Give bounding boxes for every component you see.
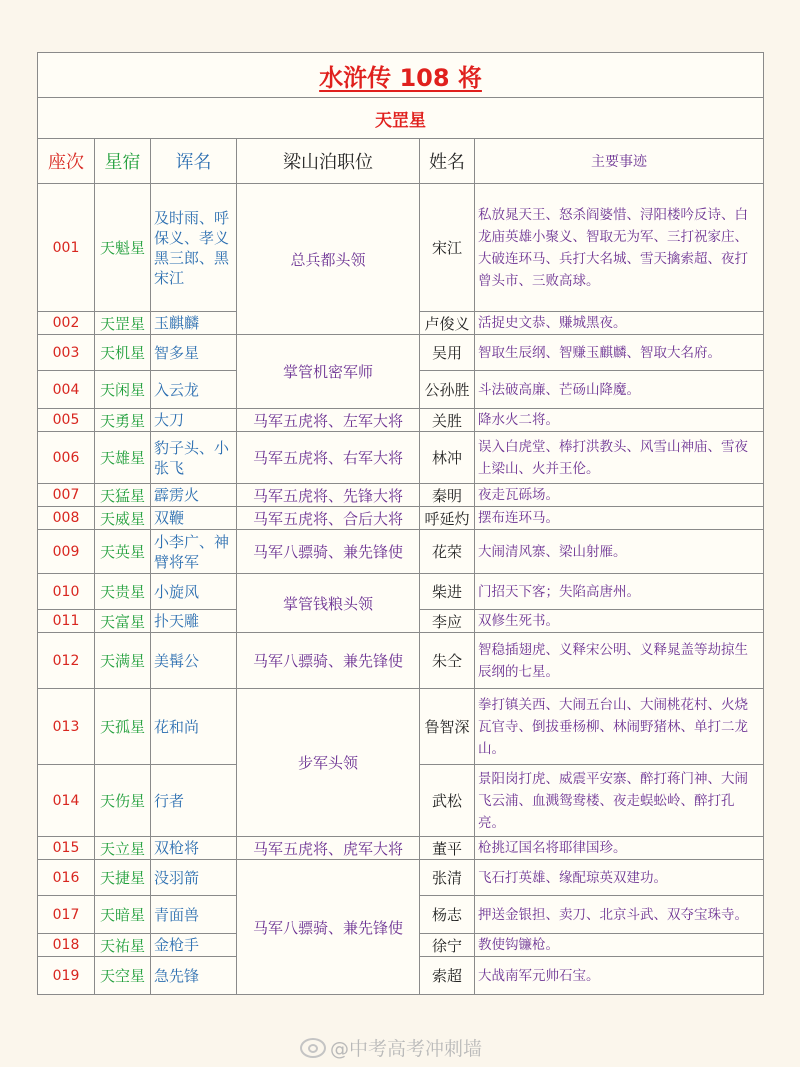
name-cell: 柴进 [420,574,475,610]
rank-cell: 005 [38,409,95,432]
star-cell: 天暗星 [95,896,151,934]
header-name: 姓名 [420,139,475,184]
nickname-cell: 双鞭 [151,507,237,530]
post-cell: 步军头领 [237,689,420,837]
nickname-cell: 金枪手 [151,934,237,957]
name-cell: 董平 [420,837,475,860]
star-cell: 天雄星 [95,432,151,484]
rank-cell: 001 [38,184,95,312]
post-cell: 总兵都头领 [237,184,420,335]
name-cell: 张清 [420,860,475,896]
table-row [38,432,764,484]
watermark-text: @中考高考冲刺墙 [330,1038,483,1060]
nickname-cell: 豹子头、小张飞 [151,432,237,484]
table-row [38,484,764,507]
header-rank: 座次 [38,139,95,184]
star-cell: 天捷星 [95,860,151,896]
nickname-cell: 及时雨、呼保义、孝义黑三郎、黑宋江 [151,184,237,312]
star-cell: 天威星 [95,507,151,530]
deeds-cell: 教使钩镰枪。 [475,934,764,957]
rank-cell: 004 [38,371,95,409]
nickname-cell: 没羽箭 [151,860,237,896]
star-cell: 天猛星 [95,484,151,507]
name-cell: 朱仝 [420,633,475,689]
post-cell: 马军五虎将、先锋大将 [237,484,420,507]
deeds-cell: 枪挑辽国名将耶律国珍。 [475,837,764,860]
deeds-cell: 夜走瓦砾场。 [475,484,764,507]
deeds-cell: 私放晁天王、怒杀阎婆惜、浔阳楼吟反诗、白龙庙英雄小聚义、智取无为军、三打祝家庄、大破连环马、兵打大名城、雪天擒索超、夜打曾头市、三败高球。 [475,184,764,312]
deeds-cell: 大闹清风寨、梁山射雁。 [475,530,764,574]
star-cell: 天祐星 [95,934,151,957]
rank-cell: 014 [38,765,95,837]
name-cell: 武松 [420,765,475,837]
rank-cell: 019 [38,957,95,995]
table-title: 水浒传 108 将 [38,53,764,98]
deeds-cell: 活捉史文恭、赚城黑夜。 [475,312,764,335]
star-cell: 天魁星 [95,184,151,312]
name-cell: 索超 [420,957,475,995]
name-cell: 李应 [420,610,475,633]
deeds-cell: 智取生辰纲、智赚玉麒麟、智取大名府。 [475,335,764,371]
rank-cell: 011 [38,610,95,633]
star-cell: 天立星 [95,837,151,860]
star-cell: 天满星 [95,633,151,689]
deeds-cell: 斗法破高廉、芒砀山降魔。 [475,371,764,409]
table-row [38,689,764,765]
table-row [38,184,764,312]
nickname-cell: 智多星 [151,335,237,371]
table-row [38,335,764,371]
nickname-cell: 入云龙 [151,371,237,409]
post-cell: 掌管钱粮头领 [237,574,420,633]
table-row [38,860,764,896]
table-row [38,633,764,689]
deeds-cell: 降水火二将。 [475,409,764,432]
nickname-cell: 小旋风 [151,574,237,610]
roster-sheet [37,52,763,995]
post-cell: 掌管机密军师 [237,335,420,409]
star-cell: 天英星 [95,530,151,574]
post-cell: 马军八骠骑、兼先锋使 [237,860,420,995]
deeds-cell: 误入白虎堂、棒打洪教头、风雪山神庙、雪夜上梁山、火并王伦。 [475,432,764,484]
post-cell: 马军五虎将、右军大将 [237,432,420,484]
rank-cell: 010 [38,574,95,610]
table-row [38,507,764,530]
rank-cell: 007 [38,484,95,507]
star-cell: 天孤星 [95,689,151,765]
deeds-cell: 押送金银担、卖刀、北京斗武、双夺宝珠寺。 [475,896,764,934]
rank-cell: 013 [38,689,95,765]
star-cell: 天闲星 [95,371,151,409]
name-cell: 宋江 [420,184,475,312]
weibo-icon [300,1038,326,1058]
post-cell: 马军五虎将、合后大将 [237,507,420,530]
post-cell: 马军五虎将、左军大将 [237,409,420,432]
deeds-cell: 门招天下客；失陷高唐州。 [475,574,764,610]
table-row [38,530,764,574]
rank-cell: 015 [38,837,95,860]
name-cell: 林冲 [420,432,475,484]
rank-cell: 012 [38,633,95,689]
rank-cell: 006 [38,432,95,484]
header-star: 星宿 [95,139,151,184]
deeds-cell: 摆布连环马。 [475,507,764,530]
table-row [38,409,764,432]
deeds-cell: 智稳插翅虎、义释宋公明、义释晁盖等劫掠生辰纲的七星。 [475,633,764,689]
star-cell: 天空星 [95,957,151,995]
name-cell: 关胜 [420,409,475,432]
nickname-cell: 青面兽 [151,896,237,934]
name-cell: 杨志 [420,896,475,934]
table-row [38,574,764,610]
nickname-cell: 美髯公 [151,633,237,689]
deeds-cell: 景阳岗打虎、威震平安寨、醉打蒋门神、大闹飞云浦、血溅鸳鸯楼、夜走蜈蚣岭、醉打孔亮。 [475,765,764,837]
name-cell: 吴用 [420,335,475,371]
star-cell: 天贵星 [95,574,151,610]
header-post: 梁山泊职位 [237,139,420,184]
name-cell: 徐宁 [420,934,475,957]
star-cell: 天伤星 [95,765,151,837]
rank-cell: 017 [38,896,95,934]
name-cell: 呼延灼 [420,507,475,530]
post-cell: 马军五虎将、虎军大将 [237,837,420,860]
deeds-cell: 大战南军元帅石宝。 [475,957,764,995]
deeds-cell: 双修生死书。 [475,610,764,633]
nickname-cell: 大刀 [151,409,237,432]
header-nickname: 诨名 [151,139,237,184]
rank-cell: 008 [38,507,95,530]
star-cell: 天勇星 [95,409,151,432]
nickname-cell: 花和尚 [151,689,237,765]
header-row [38,139,764,184]
table-row [38,837,764,860]
nickname-cell: 玉麒麟 [151,312,237,335]
watermark [300,1034,482,1061]
header-deeds: 主要事迹 [475,139,764,184]
name-cell: 卢俊义 [420,312,475,335]
name-cell: 秦明 [420,484,475,507]
rank-cell: 003 [38,335,95,371]
rank-cell: 016 [38,860,95,896]
post-cell: 马军八骠骑、兼先锋使 [237,530,420,574]
nickname-cell: 扑天雕 [151,610,237,633]
name-cell: 公孙胜 [420,371,475,409]
rank-cell: 002 [38,312,95,335]
group-title: 天罡星 [38,98,764,139]
star-cell: 天富星 [95,610,151,633]
deeds-cell: 拳打镇关西、大闹五台山、大闹桃花村、火烧瓦官寺、倒拔垂杨柳、林闹野猪林、单打二龙山。 [475,689,764,765]
star-cell: 天机星 [95,335,151,371]
rank-cell: 009 [38,530,95,574]
nickname-cell: 小李广、神臂将军 [151,530,237,574]
rank-cell: 018 [38,934,95,957]
name-cell: 鲁智深 [420,689,475,765]
roster-table [37,52,764,995]
nickname-cell: 双枪将 [151,837,237,860]
star-cell: 天罡星 [95,312,151,335]
nickname-cell: 急先锋 [151,957,237,995]
name-cell: 花荣 [420,530,475,574]
deeds-cell: 飞石打英雄、缘配琼英双建功。 [475,860,764,896]
nickname-cell: 霹雳火 [151,484,237,507]
post-cell: 马军八骠骑、兼先锋使 [237,633,420,689]
nickname-cell: 行者 [151,765,237,837]
